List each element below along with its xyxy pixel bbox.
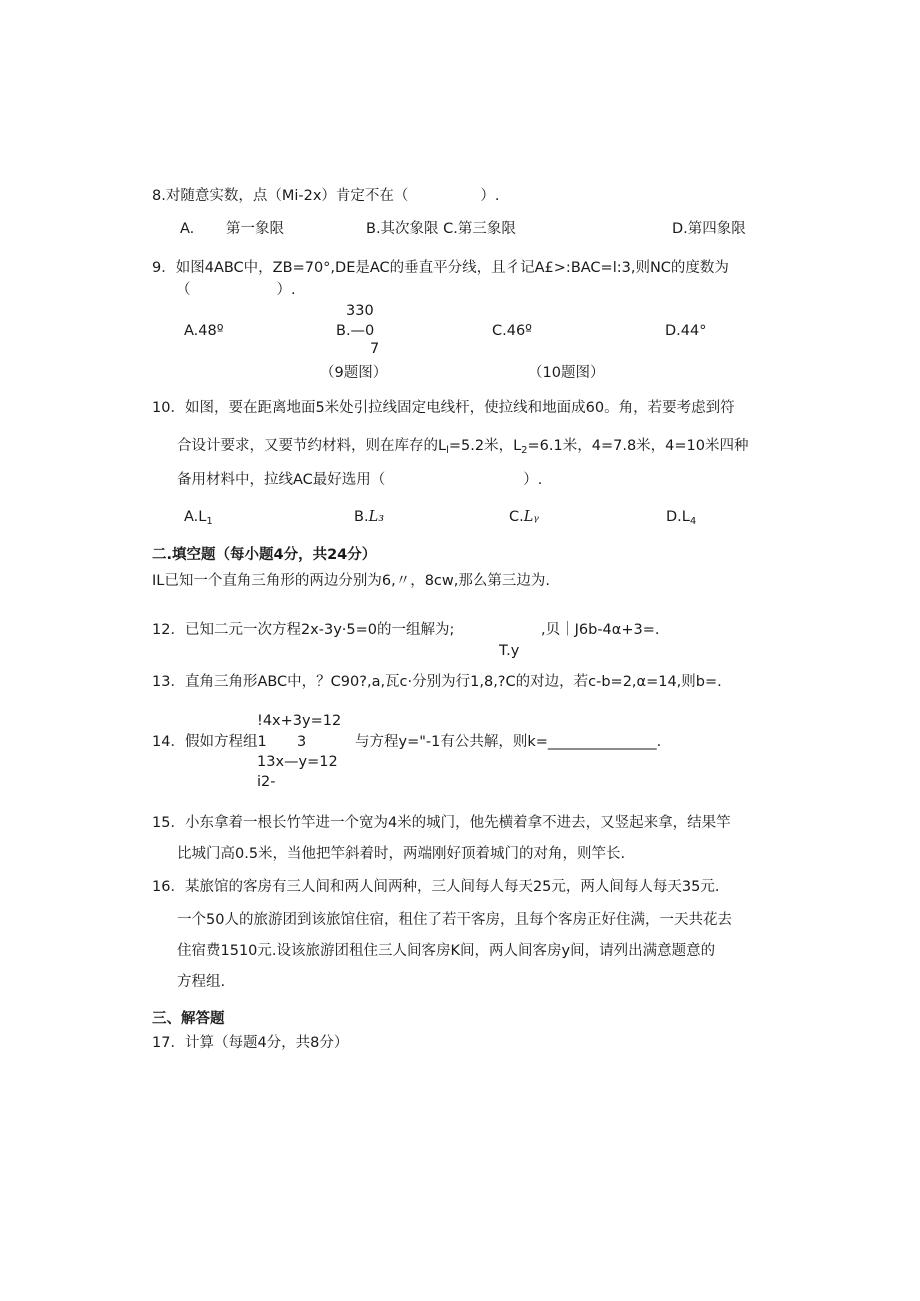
q9-option-c: C.46º — [492, 323, 533, 339]
q9-option-a: A.48º — [184, 323, 224, 339]
q17: 17．计算（每题4分，共8分） — [152, 1035, 349, 1051]
q14-system-line3: i2- — [257, 774, 276, 790]
q16-line3: 住宿费1510元.设该旅游团租住三人间客房K间，两人间客房y间，请列出满意题意的 — [177, 943, 716, 959]
q14-system-line2: 13x—y=12 — [257, 754, 338, 770]
q8-option-a-text: 第一象限 — [226, 221, 284, 237]
q16-line2: 一个50人的旅游团到该旅馆住宿，租住了若干客房，且每个客房正好住满，一天共花去 — [177, 912, 732, 928]
q14-three: 3 — [297, 734, 307, 750]
q15-line1: 15．小东拿着一根长竹竿进一个宽为4米的城门，他先横着拿不进去，又竖起来拿，结果竿 — [152, 815, 731, 831]
q10-line1: 10．如图，要在距离地面5米处引拉线固定电线杆，使拉线和地面成60。角，若要考虑到符 — [152, 400, 735, 416]
section3-title: 三、解答题 — [152, 1011, 225, 1027]
q16-line1: 16．某旅馆的客房有三人间和两人间两种，三人间每人每天25元，两人间每人每天35元. — [152, 879, 720, 895]
q10-option-a: $A.L_1$ — [184, 509, 213, 527]
q9-figure-caption: （9题图） — [320, 365, 388, 381]
q10-option-c: C.Lᵧ — [509, 509, 539, 525]
q9-paren: （ ）. — [176, 282, 296, 298]
q10-figure-caption: （10题图） — [528, 365, 605, 381]
section2-title: 二.填空题（每小题4分，共24分） — [152, 547, 377, 563]
q14-stem: 14．假如方程组1 — [152, 734, 267, 750]
q8-option-a: A. — [180, 221, 195, 237]
q8-option-d: D.第四象限 — [672, 221, 746, 237]
q15-line2: 比城门高0.5米，当他把竿斜着时，两端刚好顶着城门的对角，则竿长. — [177, 846, 626, 862]
q12-ty: T.y — [499, 643, 520, 659]
q12-tail: ,贝｜J6b-4α+3=. — [541, 622, 660, 638]
q16-line4: 方程组. — [177, 974, 226, 990]
q9-option-d: D.44° — [665, 323, 707, 339]
q9-stem: 9．如图4ABC中，ZB=70°,DE是AC的垂直平分线，且彳记A£>:BAC=l:3,则NC的度数为 — [152, 260, 729, 276]
q8-stem: 8.对随意实数，点（Mi-2x）肯定不在（ ）. — [152, 188, 500, 204]
q10-option-d: $D.L_4$ — [666, 509, 697, 527]
q14-tail: 与方程y="-1有公共解，则k=_______________. — [355, 734, 662, 750]
q12-stem: 12．已知二元一次方程2x-3y·5=0的一组解为; — [152, 622, 455, 638]
q13: 13．直角三角形ABC中，？C90?,a,瓦c·分别为行1,8,?C的对边，若c-b=2,α=14,则b=. — [152, 674, 722, 690]
q10-option-b: B.L₃ — [354, 509, 385, 525]
q9-fraction-bottom: 7 — [370, 341, 380, 357]
q9-fraction-top: 330 — [346, 303, 374, 319]
q10-line3: 备用材料中，拉线AC最好选用（ ）. — [177, 472, 543, 488]
q11: IL已知一个直角三角形的两边分别为6,〃，8cw,那么第三边为. — [152, 573, 550, 589]
q14-system-line1: !4x+3y=12 — [257, 713, 342, 729]
q9-option-b: B.—0 — [336, 323, 375, 339]
q10-line2: 合设计要求，又要节约材料，则在库存的$L_l=5.2$米，$L_2=6.1$米，4=7.8米，4=10米四种 — [177, 438, 749, 456]
q8-option-bc: B.其次象限 C.第三象限 — [366, 221, 516, 237]
